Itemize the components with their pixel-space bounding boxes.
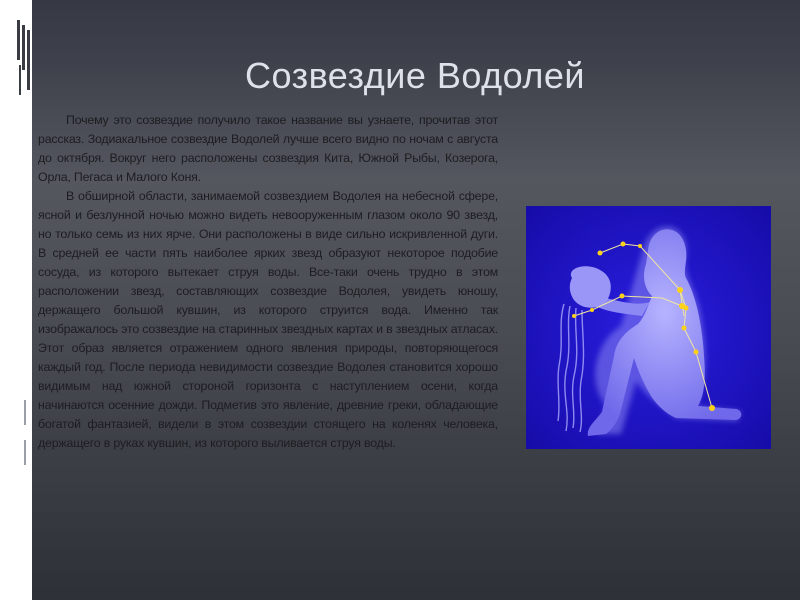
slide-title: Созвездие Водолей [244,55,586,96]
aquarius-illustration [526,206,771,449]
aquarius-figure-svg [526,206,771,449]
body-text [38,111,498,453]
paragraph: В обширной области, занимаемой созвездием Водолея на небесной сфере, ясной и безлунной ночью можно видеть невооруженным глазом около 90 звезд, но только семь из них ярче. Они расположены в виде сильно искривленной дуги. В средней ее части пять наиболее ярких звезд образуют некоторое подобие сосуда, из которого вытекает струя воды. Все-таки очень трудно в этом расположении звезд, составляющих созвездие Водолея, увидеть юношу, держащего большой кувшин, из которого струится вода. Именно так изображалось это созвездие на старинных звездных картах и в звездных атласах. Этот образ является отражением одного явления природы, повторяющегося каждый год. После периода невидимости созвездие Водолея становится хорошо видимым над южной стороной горизонта с наступлением осени, когда начинаются осенние дожди. Подметив это явление, древние греки, обладающие богатой фантазией, видели в этом созвездии стоящего на коленях человека, держащего в руках кувшин, из которого выливается струя воды. [38,189,498,450]
paragraph: Почему это созвездие получило такое название вы узнаете, прочитав этот рассказ. Зодиакальное созвездие Водолей лучше всего видно по ночам с августа до октября. Вокруг него расположены созвездия Кита, Южной Рыбы, Козерога, Орла, Пегаса и Малого Коня. [38,113,498,184]
